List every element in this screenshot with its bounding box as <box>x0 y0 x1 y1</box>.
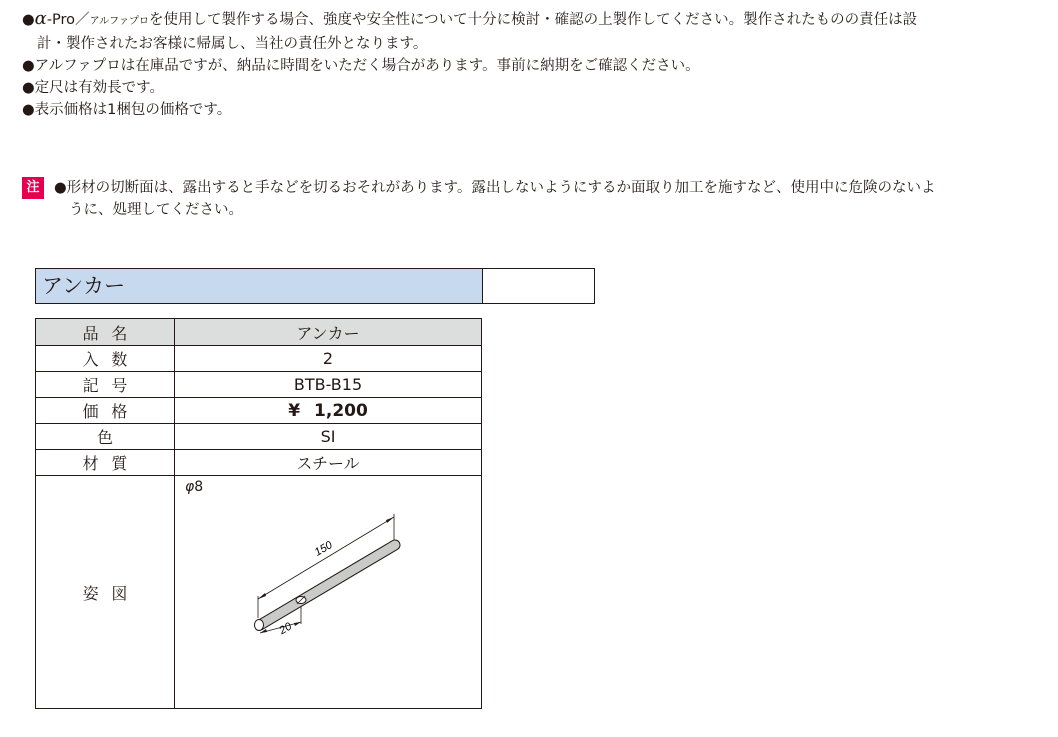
table-row <box>36 476 482 709</box>
table-row <box>36 424 482 450</box>
alpha-pro-kana: アルファプロ <box>89 16 149 27</box>
row-label-color: 色 <box>36 424 175 450</box>
row-label-price: 価格 <box>36 398 175 424</box>
caution-line-2: うに、処理してください。 <box>69 202 243 218</box>
row-value-name: アンカー <box>175 319 482 346</box>
row-value-price <box>175 398 482 424</box>
table-row <box>36 319 482 346</box>
note-2: ●アルファプロは在庫品ですが、納品に時間をいただく場合があります。事前に納期をご確認ください。 <box>22 58 700 74</box>
table-row <box>36 372 482 398</box>
price-amount: 1,200 <box>314 400 368 421</box>
caution-block <box>22 177 1052 221</box>
spec-table <box>35 318 482 709</box>
row-label-name: 品名 <box>36 319 175 346</box>
note-1-text: を使用して製作する場合、強度や安全性について十分に検討・確認の上製作してください。製作されたものの責任は設 <box>148 12 918 28</box>
row-label-code: 記号 <box>36 372 175 398</box>
phi-value: 8 <box>194 479 204 495</box>
alpha-logo: α <box>34 8 47 29</box>
caution-line-1: ●形材の切断面は、露出すると手などを切るおそれがあります。露出しないようにするか面取り加工を施すなど、使用中に危険のないよ <box>54 180 936 196</box>
bullet: ● <box>22 12 35 28</box>
notes-block <box>22 8 1052 121</box>
section-header-blank <box>483 269 594 303</box>
row-value-color: SI <box>175 424 482 450</box>
table-row <box>36 398 482 424</box>
row-value-code: BTB-B15 <box>175 372 482 398</box>
table-row <box>36 346 482 372</box>
note-4: ●表示価格は1梱包の価格です。 <box>22 102 232 118</box>
note-1 <box>22 8 1052 33</box>
section-title: アンカー <box>36 269 483 303</box>
row-label-quantity: 入数 <box>36 346 175 372</box>
section-header <box>35 268 595 304</box>
row-value-material: スチール <box>175 450 482 476</box>
row-label-material: 材質 <box>36 450 175 476</box>
row-label-drawing: 姿図 <box>36 476 175 709</box>
anchor-drawing <box>175 476 482 708</box>
table-row <box>36 450 482 476</box>
dim-short-label: 20 <box>277 620 294 638</box>
phi-symbol: φ <box>185 479 195 495</box>
caution-mark: 注 <box>22 177 44 199</box>
note-3: ●定尺は有効長です。 <box>22 80 164 96</box>
drawing-cell <box>175 476 482 709</box>
row-value-quantity: 2 <box>175 346 482 372</box>
yen-sign: ¥ <box>288 400 301 421</box>
pro-text: -Pro／ <box>46 12 90 28</box>
note-1-continued: 計・製作されたお客様に帰属し、当社の責任外となります。 <box>37 36 428 52</box>
rod <box>255 545 396 631</box>
dim-length-label: 150 <box>312 539 335 559</box>
